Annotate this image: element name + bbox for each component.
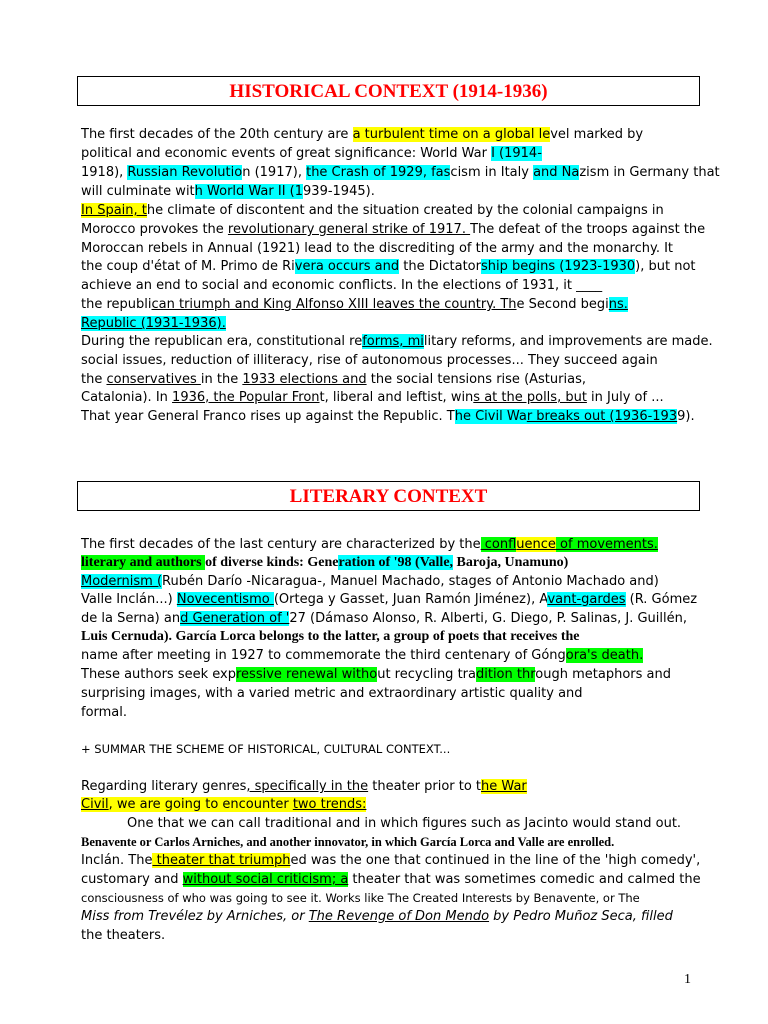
text-line: In Spain, the climate of discontent and the situation created by the colonial campaigns in [81,203,664,218]
text-line: Morocco provokes the revolutionary general strike of 1917. The defeat of the troops against the [81,222,706,237]
text-line: social issues, reduction of illiteracy, rise of autonomous processes... They succeed again [81,353,658,368]
text-line: surprising images, with a varied metric and extraordinary artistic quality and [81,686,583,701]
text-line: will culminate with World War II (1939-1945). [81,184,375,199]
literary-heading: LITERARY CONTEXT [289,486,488,507]
text-line: Luis Cernuda). García Lorca belongs to the latter, a group of poets that receives the [81,629,580,644]
text-line: Inclán. The theater that triumphed was the one that continued in the line of the 'high comedy', [81,853,701,868]
text-line: name after meeting in 1927 to commemorate the third centenary of Góngora's death. [81,648,644,663]
text-line: One that we can call traditional and in which figures such as Jacinto would stand out. [127,816,682,831]
text-line: the theaters. [81,928,166,943]
text-line: 1918), Russian Revolution (1917), the Crash of 1929, fascism in Italy and Nazism in Germany that [81,165,720,180]
text-line: consciousness of who was going to see it. Works like The Created Interests by Benavente, or The [81,891,640,905]
historical-heading: HISTORICAL CONTEXT (1914-1936) [229,81,548,102]
text-line: Valle Inclán...) Novecentismo (Ortega y Gasset, Juan Ramón Jiménez), Avant-gardes (R. Gómez [81,592,698,607]
text-line: Catalonia). In 1936, the Popular Front, liberal and leftist, wins at the polls, but in July of ... [81,390,664,405]
summary-line: + SUMMAR THE SCHEME OF HISTORICAL, CULTURAL CONTEXT... [81,742,451,756]
text-line: customary and without social criticism; a theater that was sometimes comedic and calmed the [81,872,701,887]
text-line: The first decades of the last century are characterized by the confluence of movements. [81,537,658,552]
text-line: Benavente or Carlos Arniches, and another innovator, in which García Lorca and Valle are enrolled. [81,835,615,849]
text-line: These authors seek expressive renewal without recycling tradition through metaphors and [81,667,671,682]
text-line: formal. [81,705,128,720]
text-line: literary and authors of diverse kinds: Generation of '98 (Valle, Baroja, Unamuno) [81,555,569,570]
page-number: 1 [684,972,691,987]
text-line: the conservatives in the 1933 elections and the social tensions rise (Asturias, [81,372,586,387]
text-line: Modernism (Rubén Darío -Nicaragua-, Manuel Machado, stages of Antonio Machado and) [81,574,659,589]
text-line: the coup d'état of M. Primo de Rivera occurs and the Dictatorship begins (1923-1930), but not [81,259,696,274]
literary-heading-box [77,481,700,511]
text-line: That year General Franco rises up against the Republic. The Civil War breaks out (1936-1939). [81,409,695,424]
text-line: The first decades of the 20th century are a turbulent time on a global level marked by [81,127,644,142]
text-line: the republican triumph and King Alfonso XIII leaves the country. The Second begins. [81,297,628,312]
text-line: Moroccan rebels in Annual (1921) lead to the discrediting of the army and the monarchy. It [81,241,674,256]
historical-heading-box [77,76,700,106]
text-line: Republic (1931-1936). [81,316,226,331]
text-line: Regarding literary genres, specifically in the theater prior to the War [81,779,527,794]
text-line: achieve an end to social and economic conflicts. In the elections of 1931, it ____ [81,278,603,293]
text-line: During the republican era, constitutional reforms, military reforms, and improvements are made. [81,334,713,349]
text-line: political and economic events of great significance: World War I (1914- [81,146,542,161]
text-line: de la Serna) and Generation of '27 (Dámaso Alonso, R. Alberti, G. Diego, P. Salinas, J. Guillén, [81,611,687,626]
text-line: Miss from Trevélez by Arniches, or The Revenge of Don Mendo by Pedro Muñoz Seca, filled [81,909,673,924]
text-line: Civil, we are going to encounter two trends: [81,797,367,812]
